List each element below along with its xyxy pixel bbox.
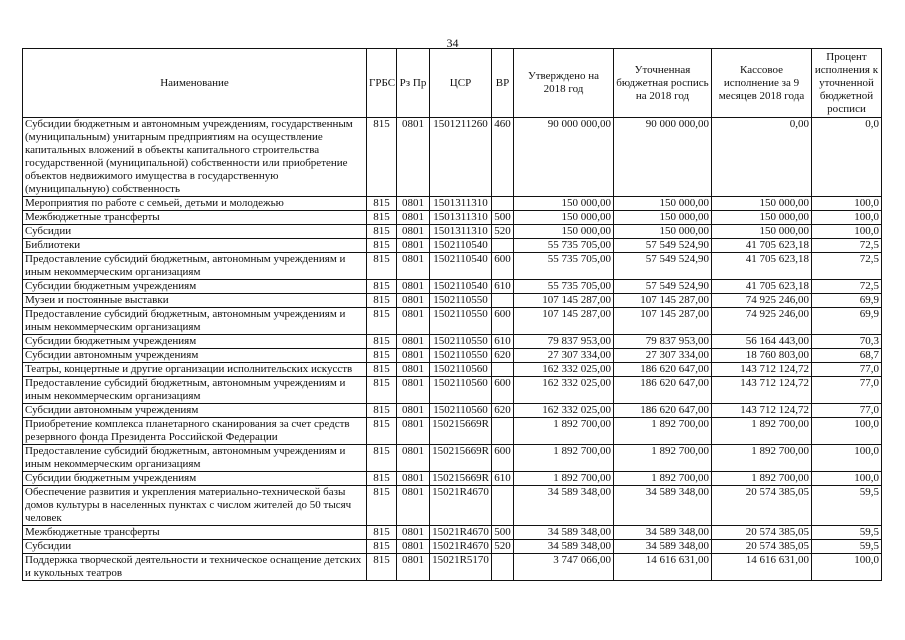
cell-percent: 59,5 xyxy=(812,526,882,540)
cell-name: Приобретение комплекса планетарного сканирования за счет средств резервного фонда Президента Российской Федерации xyxy=(23,418,367,445)
cell-csr: 1502110540 xyxy=(430,239,492,253)
cell-percent: 59,5 xyxy=(812,486,882,526)
table-row xyxy=(23,335,882,349)
cell-grbs: 815 xyxy=(367,377,397,404)
cell-revised: 186 620 647,00 xyxy=(614,404,712,418)
cell-vr: 520 xyxy=(492,540,514,554)
cell-csr: 1502110550 xyxy=(430,335,492,349)
budget-table xyxy=(22,48,882,581)
cell-grbs: 815 xyxy=(367,211,397,225)
cell-vr xyxy=(492,554,514,581)
cell-executed: 150 000,00 xyxy=(712,211,812,225)
cell-executed: 74 925 246,00 xyxy=(712,294,812,308)
cell-executed: 0,00 xyxy=(712,118,812,197)
cell-rz: 0801 xyxy=(397,363,430,377)
cell-name: Субсидии бюджетным учреждениям xyxy=(23,472,367,486)
cell-grbs: 815 xyxy=(367,294,397,308)
cell-rz: 0801 xyxy=(397,197,430,211)
cell-name: Предоставление субсидий бюджетным, автономным учреждениям и иным некоммерческим организациям xyxy=(23,445,367,472)
cell-vr xyxy=(492,363,514,377)
cell-csr: 1502110540 xyxy=(430,253,492,280)
cell-approved: 107 145 287,00 xyxy=(514,294,614,308)
cell-revised: 90 000 000,00 xyxy=(614,118,712,197)
cell-revised: 79 837 953,00 xyxy=(614,335,712,349)
header-csr: ЦСР xyxy=(430,49,492,118)
cell-rz: 0801 xyxy=(397,335,430,349)
cell-approved: 55 735 705,00 xyxy=(514,253,614,280)
header-executed: Кассовое исполнение за 9 месяцев 2018 года xyxy=(712,49,812,118)
table-row xyxy=(23,486,882,526)
cell-grbs: 815 xyxy=(367,349,397,363)
header-percent: Процент исполнения к уточненной бюджетной росписи xyxy=(812,49,882,118)
cell-rz: 0801 xyxy=(397,554,430,581)
cell-executed: 56 164 443,00 xyxy=(712,335,812,349)
header-approved: Утверждено на 2018 год xyxy=(514,49,614,118)
cell-percent: 68,7 xyxy=(812,349,882,363)
cell-revised: 107 145 287,00 xyxy=(614,294,712,308)
cell-csr: 150215669R xyxy=(430,418,492,445)
cell-approved: 34 589 348,00 xyxy=(514,486,614,526)
cell-grbs: 815 xyxy=(367,418,397,445)
cell-percent: 100,0 xyxy=(812,225,882,239)
cell-approved: 1 892 700,00 xyxy=(514,418,614,445)
cell-approved: 55 735 705,00 xyxy=(514,280,614,294)
table-body xyxy=(23,118,882,581)
cell-name: Предоставление субсидий бюджетным, автономным учреждениям и иным некоммерческим организациям xyxy=(23,377,367,404)
cell-percent: 100,0 xyxy=(812,445,882,472)
cell-name: Субсидии xyxy=(23,225,367,239)
cell-executed: 14 616 631,00 xyxy=(712,554,812,581)
cell-grbs: 815 xyxy=(367,554,397,581)
cell-name: Музеи и постоянные выставки xyxy=(23,294,367,308)
cell-vr: 610 xyxy=(492,335,514,349)
cell-rz: 0801 xyxy=(397,404,430,418)
cell-revised: 150 000,00 xyxy=(614,225,712,239)
table-row xyxy=(23,404,882,418)
cell-name: Поддержка творческой деятельности и техническое оснащение детских и кукольных театров xyxy=(23,554,367,581)
cell-name: Обеспечение развития и укрепления материально-технической базы домов культуры в населенных пунктах с числом жителей до 50 тысяч человек xyxy=(23,486,367,526)
cell-vr: 600 xyxy=(492,377,514,404)
header-rz: Рз Пр xyxy=(397,49,430,118)
cell-executed: 143 712 124,72 xyxy=(712,404,812,418)
cell-revised: 186 620 647,00 xyxy=(614,363,712,377)
cell-name: Субсидии xyxy=(23,540,367,554)
cell-approved: 55 735 705,00 xyxy=(514,239,614,253)
cell-executed: 20 574 385,05 xyxy=(712,526,812,540)
cell-name: Субсидии бюджетным учреждениям xyxy=(23,280,367,294)
cell-executed: 143 712 124,72 xyxy=(712,377,812,404)
cell-csr: 1501311310 xyxy=(430,225,492,239)
cell-approved: 150 000,00 xyxy=(514,225,614,239)
cell-approved: 162 332 025,00 xyxy=(514,363,614,377)
cell-revised: 34 589 348,00 xyxy=(614,526,712,540)
cell-executed: 41 705 623,18 xyxy=(712,253,812,280)
cell-revised: 57 549 524,90 xyxy=(614,280,712,294)
cell-vr: 500 xyxy=(492,526,514,540)
cell-revised: 34 589 348,00 xyxy=(614,486,712,526)
cell-revised: 57 549 524,90 xyxy=(614,253,712,280)
table-row xyxy=(23,197,882,211)
cell-rz: 0801 xyxy=(397,118,430,197)
cell-revised: 150 000,00 xyxy=(614,197,712,211)
table-row xyxy=(23,225,882,239)
cell-grbs: 815 xyxy=(367,280,397,294)
cell-name: Театры, концертные и другие организации исполнительских искусств xyxy=(23,363,367,377)
cell-rz: 0801 xyxy=(397,280,430,294)
cell-revised: 27 307 334,00 xyxy=(614,349,712,363)
table-row xyxy=(23,418,882,445)
cell-grbs: 815 xyxy=(367,239,397,253)
cell-vr: 610 xyxy=(492,472,514,486)
cell-percent: 100,0 xyxy=(812,418,882,445)
cell-percent: 100,0 xyxy=(812,472,882,486)
cell-grbs: 815 xyxy=(367,486,397,526)
table-row xyxy=(23,472,882,486)
cell-rz: 0801 xyxy=(397,526,430,540)
cell-executed: 143 712 124,72 xyxy=(712,363,812,377)
cell-vr: 520 xyxy=(492,225,514,239)
cell-vr xyxy=(492,239,514,253)
header-name: Наименование xyxy=(23,49,367,118)
cell-name: Межбюджетные трансферты xyxy=(23,526,367,540)
cell-executed: 1 892 700,00 xyxy=(712,418,812,445)
cell-percent: 69,9 xyxy=(812,308,882,335)
cell-vr xyxy=(492,418,514,445)
header-grbs: ГРБС xyxy=(367,49,397,118)
cell-executed: 41 705 623,18 xyxy=(712,239,812,253)
cell-percent: 72,5 xyxy=(812,239,882,253)
cell-approved: 1 892 700,00 xyxy=(514,472,614,486)
cell-csr: 1502110550 xyxy=(430,308,492,335)
cell-grbs: 815 xyxy=(367,526,397,540)
cell-csr: 1502110560 xyxy=(430,377,492,404)
cell-grbs: 815 xyxy=(367,308,397,335)
cell-percent: 77,0 xyxy=(812,404,882,418)
cell-approved: 162 332 025,00 xyxy=(514,404,614,418)
cell-percent: 69,9 xyxy=(812,294,882,308)
cell-percent: 100,0 xyxy=(812,211,882,225)
cell-revised: 57 549 524,90 xyxy=(614,239,712,253)
cell-csr: 1502110560 xyxy=(430,404,492,418)
cell-executed: 41 705 623,18 xyxy=(712,280,812,294)
cell-name: Субсидии автономным учреждениям xyxy=(23,404,367,418)
cell-rz: 0801 xyxy=(397,486,430,526)
cell-rz: 0801 xyxy=(397,239,430,253)
cell-revised: 186 620 647,00 xyxy=(614,377,712,404)
cell-executed: 18 760 803,00 xyxy=(712,349,812,363)
table-row xyxy=(23,294,882,308)
cell-grbs: 815 xyxy=(367,472,397,486)
cell-percent: 70,3 xyxy=(812,335,882,349)
cell-revised: 34 589 348,00 xyxy=(614,540,712,554)
cell-revised: 107 145 287,00 xyxy=(614,308,712,335)
cell-csr: 15021R4670 xyxy=(430,486,492,526)
table-row xyxy=(23,363,882,377)
cell-name: Субсидии бюджетным учреждениям xyxy=(23,335,367,349)
cell-approved: 34 589 348,00 xyxy=(514,526,614,540)
cell-approved: 107 145 287,00 xyxy=(514,308,614,335)
cell-rz: 0801 xyxy=(397,308,430,335)
cell-csr: 1502110540 xyxy=(430,280,492,294)
cell-grbs: 815 xyxy=(367,335,397,349)
table-row xyxy=(23,211,882,225)
cell-csr: 15021R5170 xyxy=(430,554,492,581)
cell-csr: 1502110550 xyxy=(430,349,492,363)
cell-csr: 15021R4670 xyxy=(430,540,492,554)
cell-csr: 150215669R xyxy=(430,472,492,486)
cell-vr: 620 xyxy=(492,349,514,363)
cell-rz: 0801 xyxy=(397,211,430,225)
cell-approved: 1 892 700,00 xyxy=(514,445,614,472)
cell-executed: 150 000,00 xyxy=(712,197,812,211)
header-revised: Уточненная бюджетная роспись на 2018 год xyxy=(614,49,712,118)
cell-csr: 1502110560 xyxy=(430,363,492,377)
cell-vr: 620 xyxy=(492,404,514,418)
cell-approved: 90 000 000,00 xyxy=(514,118,614,197)
cell-grbs: 815 xyxy=(367,445,397,472)
page-number: 34 xyxy=(446,36,459,50)
cell-executed: 1 892 700,00 xyxy=(712,472,812,486)
table-row xyxy=(23,526,882,540)
cell-name: Библиотеки xyxy=(23,239,367,253)
cell-vr: 600 xyxy=(492,445,514,472)
cell-csr: 150215669R xyxy=(430,445,492,472)
cell-csr: 1501311310 xyxy=(430,197,492,211)
cell-executed: 150 000,00 xyxy=(712,225,812,239)
cell-percent: 100,0 xyxy=(812,197,882,211)
cell-vr xyxy=(492,197,514,211)
cell-approved: 3 747 066,00 xyxy=(514,554,614,581)
cell-executed: 74 925 246,00 xyxy=(712,308,812,335)
cell-revised: 1 892 700,00 xyxy=(614,445,712,472)
table-header-row xyxy=(23,49,882,118)
cell-approved: 150 000,00 xyxy=(514,197,614,211)
cell-name: Предоставление субсидий бюджетным, автономным учреждениям и иным некоммерческим организациям xyxy=(23,308,367,335)
cell-percent: 0,0 xyxy=(812,118,882,197)
cell-revised: 1 892 700,00 xyxy=(614,472,712,486)
cell-grbs: 815 xyxy=(367,540,397,554)
cell-executed: 20 574 385,05 xyxy=(712,486,812,526)
cell-approved: 150 000,00 xyxy=(514,211,614,225)
cell-rz: 0801 xyxy=(397,445,430,472)
cell-rz: 0801 xyxy=(397,253,430,280)
cell-vr xyxy=(492,294,514,308)
cell-rz: 0801 xyxy=(397,349,430,363)
table-row xyxy=(23,377,882,404)
cell-rz: 0801 xyxy=(397,418,430,445)
cell-csr: 1502110550 xyxy=(430,294,492,308)
cell-percent: 59,5 xyxy=(812,540,882,554)
cell-vr: 600 xyxy=(492,253,514,280)
cell-csr: 15021R4670 xyxy=(430,526,492,540)
cell-rz: 0801 xyxy=(397,472,430,486)
table-row xyxy=(23,308,882,335)
cell-name: Субсидии автономным учреждениям xyxy=(23,349,367,363)
cell-name: Межбюджетные трансферты xyxy=(23,211,367,225)
table-row xyxy=(23,554,882,581)
table-row xyxy=(23,239,882,253)
table-row xyxy=(23,445,882,472)
table-row xyxy=(23,253,882,280)
cell-csr: 1501211260 xyxy=(430,118,492,197)
table-row xyxy=(23,280,882,294)
cell-percent: 72,5 xyxy=(812,253,882,280)
cell-grbs: 815 xyxy=(367,225,397,239)
cell-vr: 600 xyxy=(492,308,514,335)
cell-name: Предоставление субсидий бюджетным, автономным учреждениям и иным некоммерческим организациям xyxy=(23,253,367,280)
cell-percent: 77,0 xyxy=(812,377,882,404)
cell-grbs: 815 xyxy=(367,197,397,211)
cell-revised: 150 000,00 xyxy=(614,211,712,225)
table-row xyxy=(23,118,882,197)
cell-approved: 162 332 025,00 xyxy=(514,377,614,404)
cell-vr: 460 xyxy=(492,118,514,197)
cell-rz: 0801 xyxy=(397,377,430,404)
header-vr: ВР xyxy=(492,49,514,118)
cell-grbs: 815 xyxy=(367,118,397,197)
cell-csr: 1501311310 xyxy=(430,211,492,225)
cell-grbs: 815 xyxy=(367,404,397,418)
cell-grbs: 815 xyxy=(367,363,397,377)
cell-percent: 77,0 xyxy=(812,363,882,377)
cell-revised: 1 892 700,00 xyxy=(614,418,712,445)
cell-name: Субсидии бюджетным и автономным учреждениям, государственным (муниципальным) унитарным предприятиям на осуществление капитальных вложений в объекты капитального строительства государственной (муниципальной) собственности или приобретение объектов недвижимого имущества в государственную (муниципальную) собственность xyxy=(23,118,367,197)
cell-vr xyxy=(492,486,514,526)
table-row xyxy=(23,349,882,363)
cell-name: Мероприятия по работе с семьей, детьми и молодежью xyxy=(23,197,367,211)
cell-vr: 500 xyxy=(492,211,514,225)
cell-rz: 0801 xyxy=(397,540,430,554)
cell-vr: 610 xyxy=(492,280,514,294)
cell-executed: 1 892 700,00 xyxy=(712,445,812,472)
table-row xyxy=(23,540,882,554)
cell-percent: 72,5 xyxy=(812,280,882,294)
cell-approved: 79 837 953,00 xyxy=(514,335,614,349)
cell-rz: 0801 xyxy=(397,225,430,239)
cell-grbs: 815 xyxy=(367,253,397,280)
cell-approved: 34 589 348,00 xyxy=(514,540,614,554)
cell-approved: 27 307 334,00 xyxy=(514,349,614,363)
cell-percent: 100,0 xyxy=(812,554,882,581)
cell-executed: 20 574 385,05 xyxy=(712,540,812,554)
cell-revised: 14 616 631,00 xyxy=(614,554,712,581)
cell-rz: 0801 xyxy=(397,294,430,308)
